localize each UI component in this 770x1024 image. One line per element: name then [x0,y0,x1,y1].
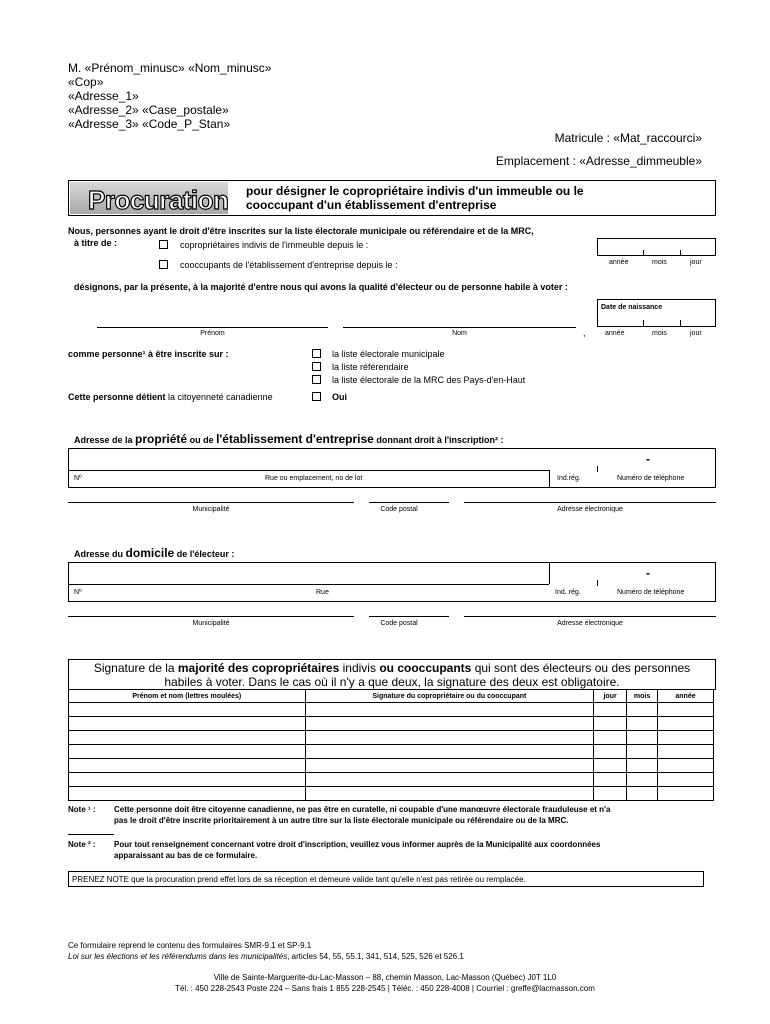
sig-cell[interactable] [627,787,658,801]
note2-line1: Pour tout renseignement concernant votre droit d'inscription, veuillez vous informer auprès de la Municipalité aux coordonnées [114,840,601,849]
sig-cell[interactable] [305,745,594,759]
table-row [69,787,714,801]
signature-heading [68,661,716,689]
title-line-2: cooccupant d'un établissement d'entreprise [246,198,497,212]
section1-intro: Nous, personnes ayant le droit d'être inscrites sur la liste électorale municipale ou référendaire et de la MRC, [68,226,534,236]
sig-cell[interactable] [69,717,306,731]
note1-line2: pas le droit d'être inscrite prioritairement à un autre titre sur la liste électorale municipale ou référendaire ou de la MRC. [114,816,569,825]
domicile-no: Nº [74,589,82,596]
domicile-ind: Ind. rég. [555,589,581,596]
domicile-cp-line[interactable] [369,616,449,617]
checkbox-coproprietaires[interactable] [159,240,168,249]
propriete-vdiv [549,470,550,488]
propriete-email: Adresse électronique [557,506,623,513]
address-line-2: «Cop» [68,75,104,89]
domicile-tel: Numéro de téléphone [617,589,685,596]
sig-cell[interactable] [69,745,306,759]
section1-titre: à titre de : [74,238,118,248]
sig-cell[interactable] [305,787,594,801]
title-line-1: pour désigner le copropriétaire indivis d'un immeuble ou le [246,184,584,198]
sig-header-signature: Signature du copropriétaire ou du cooccupant [305,690,594,703]
note1-line1: Cette personne doit être citoyenne canadienne, ne pas être en curatelle, ni coupable d'une manœuvre électorale frauduleuse et n'a [114,805,611,814]
propriete-h5: donnant droit à l'inscription² : [376,435,504,445]
propriete-no: Nº [74,475,82,482]
checkbox-liste-mrc[interactable] [312,375,321,384]
sig-header-annee: année [658,690,714,703]
sig-cell[interactable] [627,717,658,731]
sig-cell[interactable] [658,773,714,787]
domicile-h3: de l'électeur : [176,549,235,559]
domicile-cp: Code postal [380,620,418,627]
domicile-muni-line[interactable] [68,616,354,617]
option-liste-mrc: la liste électorale de la MRC des Pays-d'en-Haut [332,375,526,385]
sig-header-nom: Prénom et nom (lettres moulées) [69,690,306,703]
domicile-vdiv [549,562,550,584]
dob-tick [680,320,681,327]
address-line-1: M. «Prénom_minusc» «Nom_minusc» [68,61,272,75]
date-tick [643,250,644,256]
propriete-rue: Rue ou emplacement, no de lot [265,475,363,482]
sig-cell[interactable] [627,703,658,717]
date-label-mois: mois [652,259,667,266]
option-coproprietaires: copropriétaires indivis de l'immeuble depuis le : [180,240,369,250]
dob-jour: jour [690,330,702,337]
domicile-h2: domicile [125,546,175,560]
propriete-divider [68,470,549,471]
footer-ref-1: Ce formulaire reprend le contenu des formulaires SMR-9.1 et SP-9.1 [68,941,312,950]
sig-cell[interactable] [658,717,714,731]
propriete-muni: Municipalité [192,506,230,513]
address-line-4: «Adresse_2» «Case_postale» [68,103,229,117]
comma: , [583,328,586,338]
footer-address: Ville de Sainte-Marguerite-du-Lac-Masson – 88, chemin Masson, Lac-Masson (Québec) J0T 1L0 [213,973,557,982]
sig-cell[interactable] [69,773,306,787]
date-depuis-box[interactable] [597,238,716,256]
footer-ref-2 [68,952,464,962]
checkbox-liste-referendaire[interactable] [312,362,321,371]
address-line-5: «Adresse_3» «Code_P_Stan» [68,117,231,131]
sig-cell[interactable] [305,759,594,773]
sig-s6: habiles à voter. Dans le cas où il n'y a que deux, la signature des deux est obligatoire. [164,675,620,689]
citoyennete-bold: Cette personne détient [68,392,166,402]
sig-s4: ou cooccupants [379,661,472,675]
sig-s5: qui sont des électeurs ou des personnes [474,661,691,675]
sig-cell[interactable] [69,703,306,717]
propriete-h1: Adresse de la [74,435,133,445]
dob-label: Date de naissance [601,304,663,311]
comme-personne: comme personne¹ à être inscrite sur : [68,349,229,359]
propriete-h3: ou de [189,435,214,445]
dob-tick [643,320,644,327]
checkbox-liste-municipale[interactable] [312,349,321,358]
sig-cell[interactable] [305,703,594,717]
procuration-logo: Procuration [88,185,229,215]
sig-cell[interactable] [594,731,627,745]
table-row [69,731,714,745]
option-liste-municipale: la liste électorale municipale [332,349,445,359]
sig-cell[interactable] [627,773,658,787]
date-label-jour: jour [690,259,702,266]
date-tick [680,250,681,256]
checkbox-oui[interactable] [312,392,321,401]
footer-ref-2-rest: , articles 54, 55, 55.1, 341, 514, 525, 526 et 526.1 [287,952,464,961]
signature-table-header [69,690,714,703]
domicile-divider [68,584,549,585]
sig-cell[interactable] [658,787,714,801]
checkbox-cooccupants[interactable] [159,260,168,269]
sig-s2: majorité des copropriétaires [177,661,340,675]
sig-cell[interactable] [69,759,306,773]
sig-cell[interactable] [658,731,714,745]
propriete-phone-dash: - [646,452,650,466]
note1-label: Note ¹ : [68,805,96,814]
propriete-muni-line[interactable] [68,502,354,503]
citoyennete-rest: la citoyenneté canadienne [168,392,273,402]
sig-cell[interactable] [627,759,658,773]
domicile-phone-tick [597,580,598,586]
sig-s1: Signature de la [93,661,175,675]
sig-header-jour: jour [594,690,627,703]
prenez-note: PRENEZ NOTE que la procuration prend effet lors de sa réception et demeure valide tant qu'elle n'est pas retirée ou remplacée. [72,875,526,884]
sig-cell[interactable] [69,731,306,745]
propriete-heading [74,434,504,446]
table-row [69,703,714,717]
prenom-label: Prénom [200,330,225,337]
domicile-email: Adresse électronique [557,620,623,627]
propriete-ind: Ind.rég. [557,475,581,482]
table-row [69,745,714,759]
propriete-phone-tick [597,466,598,472]
sig-cell[interactable] [594,787,627,801]
table-row [69,773,714,787]
sig-cell[interactable] [658,759,714,773]
sig-cell[interactable] [305,773,594,787]
option-cooccupants: cooccupants de l'établissement d'entreprise depuis le : [180,260,398,270]
sig-cell[interactable] [627,745,658,759]
sig-s3: indivis [342,661,376,675]
oui-label: Oui [332,392,347,402]
sig-header-mois: mois [627,690,658,703]
sig-cell[interactable] [594,773,627,787]
footer-contact: Tél. : 450 228-2543 Poste 224 – Sans frais 1 855 228-2545 | Téléc. : 450 228-4008 | Courriel : greffe@lacmasson.com [175,984,595,993]
sig-cell[interactable] [594,717,627,731]
domicile-email-line[interactable] [464,616,716,617]
propriete-cp-line[interactable] [369,502,449,503]
table-row [69,759,714,773]
prenom-line[interactable] [97,327,328,328]
domicile-phone-dash: - [646,566,650,580]
note-rule-2 [68,834,114,835]
option-liste-referendaire: la liste référendaire [332,362,409,372]
propriete-h4: l'établissement d'entreprise [216,432,374,446]
address-line-3: «Adresse_1» [68,89,139,103]
dob-mois: mois [652,330,667,337]
citoyennete-text [68,392,273,403]
sig-cell[interactable] [69,787,306,801]
sig-cell[interactable] [627,731,658,745]
sig-cell[interactable] [594,745,627,759]
matricule: Matricule : «Mat_raccourci» [554,131,702,145]
domicile-muni: Municipalité [192,620,230,627]
sig-cell[interactable] [594,703,627,717]
nom-label: Nom [452,330,467,337]
footer-ref-2-italic: Loi sur les élections et les référendums dans les municipalités [68,952,288,961]
note2-line2: apparaissant au bas de ce formulaire. [114,851,258,860]
propriete-tel: Numéro de téléphone [617,475,685,482]
sig-cell[interactable] [305,731,594,745]
propriete-email-line[interactable] [464,502,716,503]
sig-cell[interactable] [305,717,594,731]
domicile-heading [74,548,234,560]
note2-label: Note ² : [68,840,96,849]
note-rule-1 [68,800,114,801]
designons-text: désignons, par la présente, à la majorité d'entre nous qui avons la qualité d'électeur ou de personne habile à voter : [74,282,568,292]
sig-cell[interactable] [658,745,714,759]
sig-cell[interactable] [658,703,714,717]
table-row [69,717,714,731]
propriete-cp: Code postal [380,506,418,513]
emplacement: Emplacement : «Adresse_dimmeuble» [495,154,702,168]
nom-line[interactable] [343,327,576,328]
signature-table [68,689,714,801]
domicile-h1: Adresse du [74,549,124,559]
domicile-rue: Rue [316,589,329,596]
dob-annee: année [605,330,625,337]
sig-cell[interactable] [594,759,627,773]
propriete-h2: propriété [135,432,188,446]
date-label-annee: année [609,259,629,266]
